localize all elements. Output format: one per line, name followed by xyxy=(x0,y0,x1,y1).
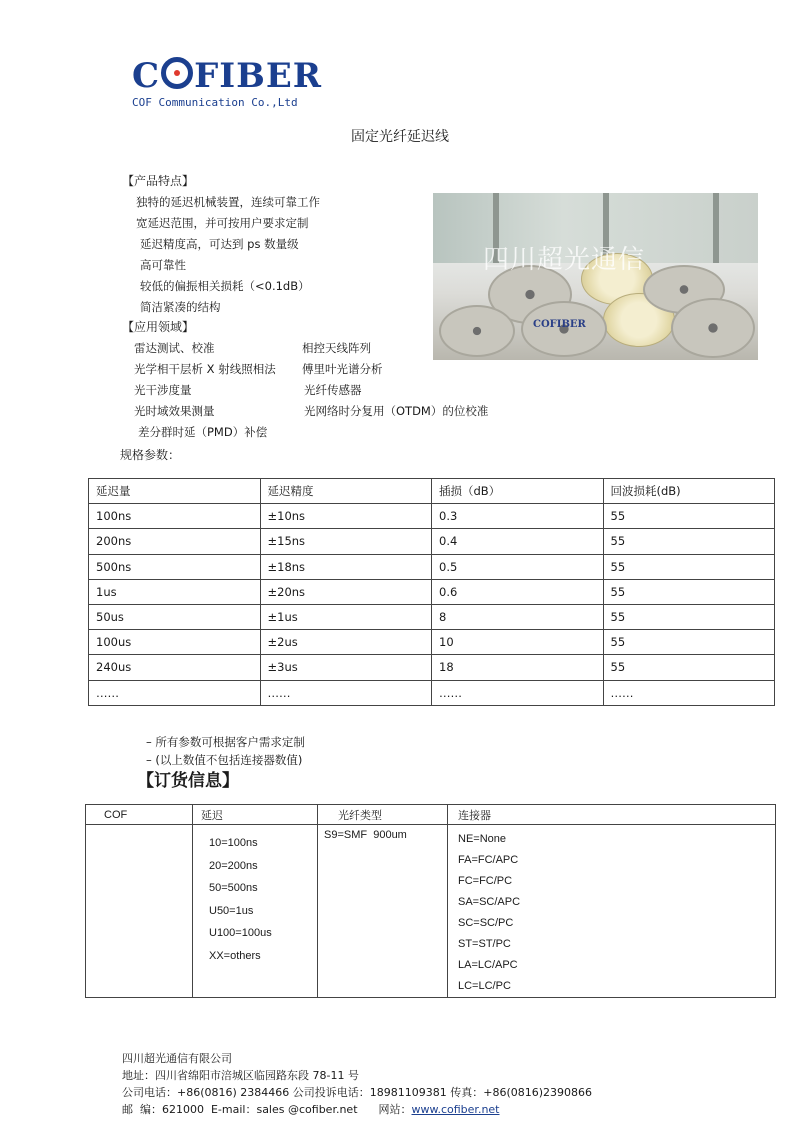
spec-col-header: 延迟精度 xyxy=(260,479,432,504)
connector-option: NE=None xyxy=(458,833,507,845)
photo-window-frame xyxy=(713,193,719,263)
table-row xyxy=(89,604,775,629)
spec-cell: 55 xyxy=(603,655,775,680)
company-logo xyxy=(132,56,322,96)
spec-cell: 500ns xyxy=(89,554,261,579)
feature-item: 独特的延迟机械装置，连续可靠工作 xyxy=(136,195,320,209)
delay-option: 20=200ns xyxy=(209,859,258,872)
spec-cell: 55 xyxy=(603,529,775,554)
ordering-options-row xyxy=(86,825,776,998)
application-item: 光干涉度量 xyxy=(134,383,192,397)
ordering-heading: 【订货信息】 xyxy=(137,771,239,791)
feature-item: 延迟精度高，可达到 ps 数量级 xyxy=(140,237,299,251)
application-item: 傅里叶光谱分析 xyxy=(302,362,383,376)
spec-cell: 100ns xyxy=(89,504,261,529)
spec-cell: ±20ns xyxy=(260,579,432,604)
connector-option: FA=FC/APC xyxy=(458,854,519,866)
spec-cell: …… xyxy=(260,680,432,705)
ordering-col-header: 光纤类型 xyxy=(318,805,448,825)
application-item: 光纤传感器 xyxy=(304,383,362,397)
spec-cell: 200ns xyxy=(89,529,261,554)
ordering-fiber-cell xyxy=(318,825,448,998)
product-photo xyxy=(433,193,758,360)
spec-cell: 0.4 xyxy=(432,529,604,554)
spec-cell: ±1us xyxy=(260,604,432,629)
footer-company: 四川超光通信有限公司 xyxy=(122,1052,232,1065)
spec-cell: …… xyxy=(603,680,775,705)
features-heading: 【产品特点】 xyxy=(122,174,195,188)
spec-note: – (以上数值不包括连接器数值) xyxy=(146,753,303,767)
spec-cell: ±3us xyxy=(260,655,432,680)
feature-item: 宽延迟范围，并可按用户要求定制 xyxy=(136,216,309,230)
specs-heading: 规格参数： xyxy=(120,448,181,462)
spec-cell: 100us xyxy=(89,630,261,655)
table-row xyxy=(89,504,775,529)
connector-option: SA=SC/APC xyxy=(458,896,521,908)
logo-prefix: C xyxy=(132,56,161,96)
fiber-disk-image xyxy=(439,305,515,357)
feature-item: 较低的偏振相关损耗（<0.1dB） xyxy=(140,279,310,293)
delay-option: U50=1us xyxy=(209,904,254,917)
table-row xyxy=(89,529,775,554)
feature-item: 简洁紧凑的结构 xyxy=(140,300,221,314)
delay-option: 10=100ns xyxy=(209,837,258,849)
application-item: 差分群时延（PMD）补偿 xyxy=(138,425,268,439)
application-item: 雷达测试、校准 xyxy=(134,341,215,355)
spec-cell: ±10ns xyxy=(260,504,432,529)
table-row xyxy=(89,554,775,579)
spec-col-header: 插损（dB） xyxy=(432,479,604,504)
photo-brand-label: COFIBER xyxy=(533,319,586,330)
footer-address: 地址：四川省绵阳市涪城区临园路东段 78-11 号 xyxy=(122,1069,359,1082)
website-link[interactable]: www.cofiber.net xyxy=(411,1103,500,1116)
logo-suffix: FIBER xyxy=(194,56,323,96)
spec-cell: 50us xyxy=(89,604,261,629)
application-item: 光时域效果测量 xyxy=(134,404,215,418)
ordering-delay-cell xyxy=(193,825,318,998)
spec-cell: …… xyxy=(432,680,604,705)
applications-heading: 【应用领域】 xyxy=(122,320,195,334)
spec-cell: 55 xyxy=(603,504,775,529)
connector-option: ST=ST/PC xyxy=(458,938,511,950)
fiber-disk-image xyxy=(671,298,755,358)
spec-cell: …… xyxy=(89,680,261,705)
ordering-col-header: COF xyxy=(86,805,193,825)
delay-option: U100=100us xyxy=(209,927,272,939)
spec-col-header: 延迟量 xyxy=(89,479,261,504)
spec-cell: 240us xyxy=(89,655,261,680)
application-item: 相控天线阵列 xyxy=(302,341,371,355)
ordering-connector-cell xyxy=(448,825,776,998)
spec-table-header xyxy=(89,479,775,504)
ordering-table-header xyxy=(86,805,776,825)
footer-contact xyxy=(122,1101,500,1117)
footer-postal-email: 邮 编：621000 E-mail：sales @cofiber.net 网站： xyxy=(122,1103,412,1116)
ordering-table xyxy=(85,804,776,998)
spec-cell: 55 xyxy=(603,579,775,604)
connector-option: FC=FC/PC xyxy=(458,875,513,887)
table-row xyxy=(89,680,775,705)
table-row xyxy=(89,655,775,680)
logo-subtitle: COF Communication Co.,Ltd xyxy=(132,96,298,109)
spec-cell: 0.5 xyxy=(432,554,604,579)
footer-phone: 公司电话：+86(0816) 2384466 公司投诉电话：18981109381 传真：+86(0816)2390866 xyxy=(122,1086,593,1099)
document-title: 固定光纤延迟线 xyxy=(351,129,449,145)
delay-option: XX=others xyxy=(209,949,261,962)
spec-cell: 55 xyxy=(603,554,775,579)
application-item: 光网络时分复用（OTDM）的位校准 xyxy=(304,404,489,418)
spec-cell: 0.6 xyxy=(432,579,604,604)
ordering-col-header: 连接器 xyxy=(448,805,776,825)
fiber-option: S9=SMF 900um xyxy=(324,829,407,841)
delay-option: 50=500ns xyxy=(209,882,258,894)
spec-cell: 10 xyxy=(432,630,604,655)
spec-cell: ±15ns xyxy=(260,529,432,554)
spec-cell: ±18ns xyxy=(260,554,432,579)
connector-option: SC=SC/PC xyxy=(458,917,514,929)
connector-option: LC=LC/PC xyxy=(458,980,511,992)
spec-cell: 18 xyxy=(432,655,604,680)
spec-table xyxy=(88,478,775,706)
ordering-col-header: 延迟 xyxy=(193,805,318,825)
spec-cell: 8 xyxy=(432,604,604,629)
feature-item: 高可靠性 xyxy=(140,258,186,272)
photo-watermark: 四川超光通信 xyxy=(483,245,646,275)
spec-cell: 0.3 xyxy=(432,504,604,529)
logo-o-mark xyxy=(161,57,193,89)
spec-col-header: 回波损耗(dB) xyxy=(603,479,775,504)
spec-cell: 55 xyxy=(603,604,775,629)
spec-note: – 所有参数可根据客户需求定制 xyxy=(146,735,305,749)
spec-cell: ±2us xyxy=(260,630,432,655)
spec-cell: 1us xyxy=(89,579,261,604)
table-row xyxy=(89,630,775,655)
spec-cell: 55 xyxy=(603,630,775,655)
ordering-cof-cell xyxy=(86,825,193,998)
connector-option: LA=LC/APC xyxy=(458,959,518,971)
table-row xyxy=(89,579,775,604)
application-item: 光学相干层析 X 射线照相法 xyxy=(134,362,276,376)
